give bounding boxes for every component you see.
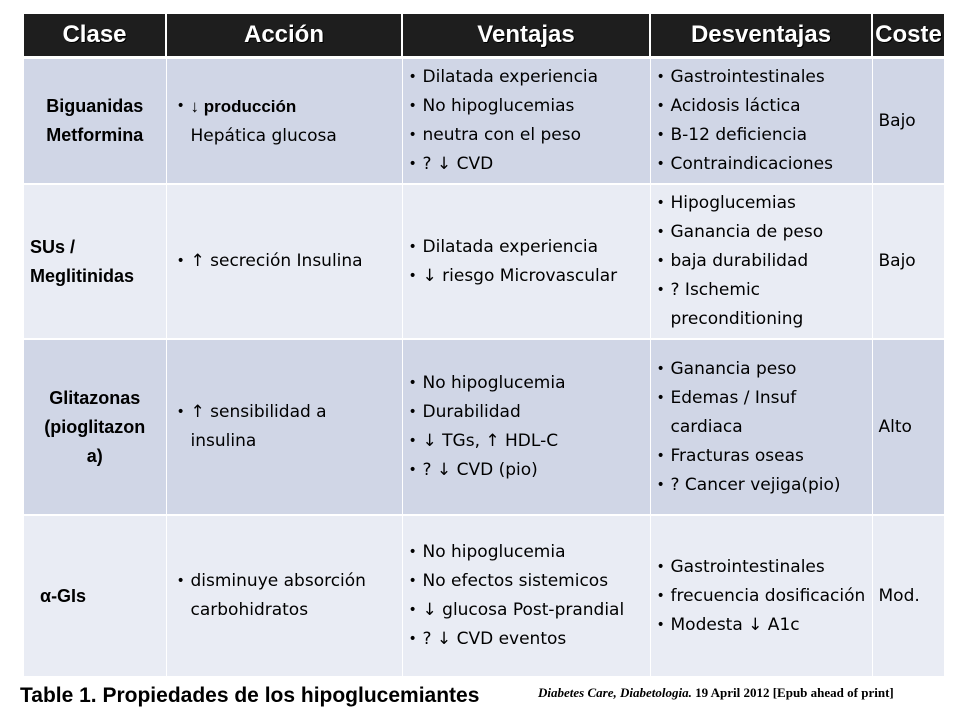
accion-text: Hepática glucosa: [190, 125, 337, 146]
cell-ventajas: [402, 184, 650, 339]
list-item: • ? ↓ CVD eventos: [409, 625, 644, 654]
list-item: • Fracturas oseas: [657, 442, 866, 471]
list-item: • Dilatada experiencia: [409, 233, 644, 262]
list-item: • ? Ischemic preconditioning: [657, 276, 866, 334]
list-item: • ? Cancer vejiga(pio): [657, 471, 866, 500]
list-item: • Durabilidad: [409, 398, 644, 427]
source-citation: [538, 683, 948, 703]
accion-list: [173, 567, 396, 625]
header-ventajas: Ventajas: [402, 14, 650, 58]
header-coste: Coste: [872, 14, 944, 58]
ventajas-list: [409, 233, 644, 291]
cell-accion: [166, 339, 402, 515]
table-caption: Table 1. Propiedades de los hipoglucemiantes: [20, 684, 480, 707]
cell-coste: Mod.: [872, 515, 944, 677]
cell-accion: [166, 58, 402, 185]
clase-line: (pioglitazon: [44, 416, 146, 437]
list-item: [177, 92, 396, 151]
cell-coste: Alto: [872, 339, 944, 515]
list-item: • frecuencia dosificación: [657, 582, 866, 611]
drug-properties-table: [24, 14, 944, 678]
list-item: • No hipoglucemia: [409, 369, 644, 398]
clase-name: [30, 233, 160, 291]
cell-desventajas: [650, 339, 872, 515]
ventajas-list: [409, 63, 644, 179]
clase-name: [30, 384, 160, 471]
list-item: • No efectos sistemicos: [409, 567, 644, 596]
clase-name: [30, 92, 160, 150]
cell-coste: Bajo: [872, 58, 944, 185]
list-item: • baja durabilidad: [657, 247, 866, 276]
table-row: [24, 58, 944, 185]
accion-text: producción: [199, 96, 297, 116]
cell-desventajas: [650, 515, 872, 677]
cell-coste: Bajo: [872, 184, 944, 339]
list-item: • Acidosis láctica: [657, 92, 866, 121]
clase-line: SUs /: [30, 236, 76, 257]
table-row: [24, 515, 944, 677]
list-item: • B-12 deficiencia: [657, 121, 866, 150]
list-item: • neutra con el peso: [409, 121, 644, 150]
table-row: [24, 339, 944, 515]
desventajas-list: [657, 355, 866, 500]
list-item: • ? ↓ CVD: [409, 150, 644, 179]
clase-line: Meglitinidas: [30, 265, 135, 286]
list-item: • ↓ glucosa Post-prandial: [409, 596, 644, 625]
down-arrow-icon: ↓: [190, 96, 199, 116]
list-item: • Dilatada experiencia: [409, 63, 644, 92]
desventajas-list: [657, 189, 866, 334]
source-date: 19 April 2012 [Epub ahead of print]: [691, 685, 894, 700]
clase-line: Metformina: [46, 125, 144, 145]
list-item: • Ganancia peso: [657, 355, 866, 384]
list-item: • No hipoglucemias: [409, 92, 644, 121]
cell-clase: [24, 58, 166, 185]
cell-accion: [166, 184, 402, 339]
source-journal: Diabetes Care, Diabetologia.: [538, 685, 692, 700]
cell-desventajas: [650, 184, 872, 339]
cell-ventajas: [402, 58, 650, 185]
list-item: • ↑ secreción Insulina: [177, 247, 396, 276]
list-item: • Modesta ↓ A1c: [657, 611, 866, 640]
clase-name: [30, 582, 160, 611]
list-item: • Hipoglucemias: [657, 189, 866, 218]
list-item: • ↑ sensibilidad a insulina: [177, 398, 396, 456]
ventajas-list: [409, 538, 644, 654]
list-item: • disminuye absorción carbohidratos: [177, 567, 396, 625]
cell-ventajas: [402, 339, 650, 515]
list-item: • ? ↓ CVD (pio): [409, 456, 644, 485]
cell-clase: [24, 184, 166, 339]
list-item: • ↓ TGs, ↑ HDL-C: [409, 427, 644, 456]
cell-accion: [166, 515, 402, 677]
list-item: • ↓ riesgo Microvascular: [409, 262, 644, 291]
accion-list: [173, 398, 396, 456]
cell-ventajas: [402, 515, 650, 677]
list-item: • Gastrointestinales: [657, 63, 866, 92]
list-item: • Ganancia de peso: [657, 218, 866, 247]
accion-list: [173, 247, 396, 276]
list-item: • Gastrointestinales: [657, 553, 866, 582]
accion-list: [173, 92, 396, 151]
clase-line: Glitazonas: [49, 387, 141, 408]
list-item: • Contraindicaciones: [657, 150, 866, 179]
desventajas-list: [657, 63, 866, 179]
header-accion: Acción: [166, 14, 402, 58]
cell-desventajas: [650, 58, 872, 185]
table-row: [24, 184, 944, 339]
header-clase: Clase: [24, 14, 166, 58]
list-item: • No hipoglucemia: [409, 538, 644, 567]
clase-line: a): [86, 445, 103, 466]
cell-clase: [24, 515, 166, 677]
table-header-row: [24, 14, 944, 58]
list-item: • Edemas / Insuf cardiaca: [657, 384, 866, 442]
header-desventajas: Desventajas: [650, 14, 872, 58]
ventajas-list: [409, 369, 644, 485]
cell-clase: [24, 339, 166, 515]
clase-line: α-GIs: [40, 585, 87, 606]
clase-line: Biguanidas: [46, 96, 144, 116]
desventajas-list: [657, 553, 866, 640]
